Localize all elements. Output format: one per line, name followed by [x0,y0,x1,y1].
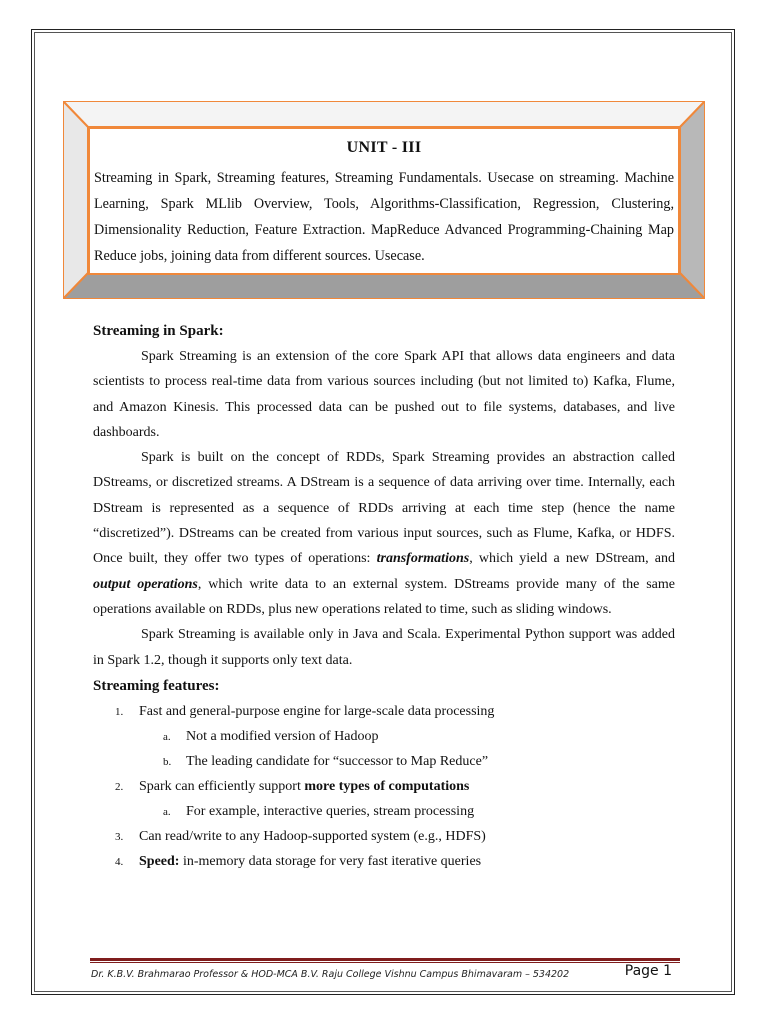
list-text: The leading candidate for “successor to Map Reduce” [186,753,489,769]
paragraph-languages [93,622,675,673]
heading-streaming-features: Streaming features: [93,677,220,694]
list-text: For example, interactive queries, stream processing [186,803,475,819]
list-number: 2. [115,780,124,793]
list-text: in-memory data storage for very fast iterative queries [179,853,482,869]
list-text: Not a modified version of Hadoop [186,728,379,744]
list-subitem [93,749,675,774]
bevel-right [680,101,705,299]
unit-summary-box [88,127,680,275]
footer-rule [90,958,680,963]
p2-part-c: , which yield a new DStream, and [469,551,675,567]
feature-list [93,699,675,874]
paragraph-intro [93,344,675,445]
unit-summary: Streaming in Spark, Streaming features, Streaming Fundamentals. Usecase on streaming. Machine Learning, Spark MLlib Overview, Tools, Algorithms-Classification, Regression, Clustering, Dimensionality Reduction, Feature Extraction. MapReduce Advanced Programming-Chaining Map Reduce jobs, joining data from different sources. Usecase. [94,170,674,264]
unit-title: UNIT - III [346,139,422,156]
paragraph-languages-text: Spark Streaming is available only in Java and Scala. Experimental Python support was added in Spark 1.2, though it supports only text data. [93,627,675,668]
list-item [93,849,675,874]
bevel-left [63,101,88,299]
list-text: Fast and general-purpose engine for large-scale data processing [139,703,495,719]
list-number: 1. [115,705,124,718]
list-text-bold: Speed: [139,853,180,869]
heading-streaming-in-spark: Streaming in Spark: [93,323,224,339]
list-number: 3. [115,830,124,843]
main-content [93,318,675,874]
paragraph-dstreams [93,445,675,622]
list-item [93,824,675,849]
list-letter: a. [163,805,171,818]
p2-part-e: , which write data to an external system. DStreams provide many of the same operations available on RDDs, plus new operations related to time, such as sliding windows. [93,576,675,617]
list-text-bold: more types of computations [304,778,470,794]
footer-author: Dr. K.B.V. Brahmarao Professor & HOD-MCA B.V. Raju College Vishnu Campus Bhimavaram – 534202 [91,969,570,980]
list-number: 4. [115,855,124,868]
list-subitem [93,799,675,824]
list-item [93,699,675,724]
list-item [93,774,675,799]
list-text: Spark can efficiently support [139,778,305,794]
list-subitem [93,724,675,749]
bevel-top [63,101,705,127]
p2-part-a: Spark is built on the concept of RDDs, Spark Streaming provides an abstraction called DStreams, or discretized streams. A DStream is a sequence of data arriving over time. Internally, each DStream is represented as a sequence of RDDs arriving at each time step (hence the name “discretized”). DStreams can be created from various input sources, such as Flume, Kafka, or HDFS. Once built, they offer two types of operations: [93,450,675,567]
list-letter: b. [163,755,172,768]
term-transformations: transformations [376,551,470,567]
bevel-bottom [63,273,705,299]
list-letter: a. [163,730,171,743]
page-number: Page 1 [624,963,672,979]
paragraph-intro-text: Spark Streaming is an extension of the core Spark API that allows data engineers and data scientists to process real-time data from various sources including (but not limited to) Kafka, Flume, and Amazon Kinesis. This processed data can be pushed out to file systems, databases, and live dashboards. [93,349,675,440]
term-output-operations: output operations [93,576,198,592]
list-text: Can read/write to any Hadoop-supported system (e.g., HDFS) [139,828,486,844]
